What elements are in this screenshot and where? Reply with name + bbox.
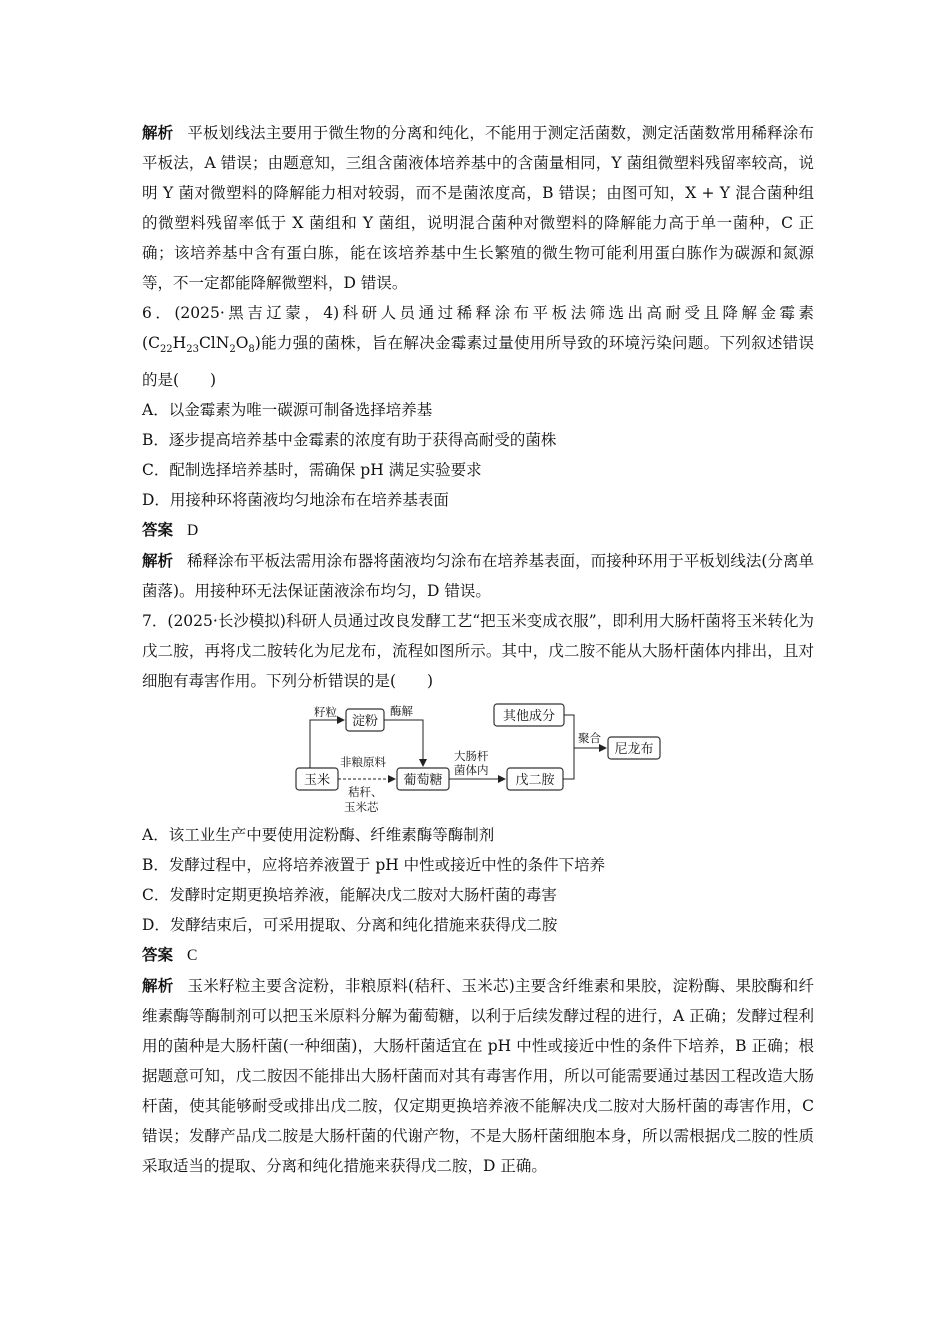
q7-analysis [142,971,814,1181]
q7-answer-label: 答案 [142,946,174,965]
q6-answer-label: 答案 [142,521,174,540]
q7-stem: 7．(2025·长沙模拟)科研人员通过改良发酵工艺“把玉米变成衣服”，即利用大肠杆菌将玉米转化为戊二胺，再将戊二胺转化为尼龙布，流程如图所示。其中，戊二胺不能从大肠杆菌体内排出，且对细胞有毒害作用。下列分析错误的是( ) [142,612,814,691]
label-pentanediamine: 戊二胺 [515,773,555,789]
bracket-merge [563,715,574,779]
q6-option-c: C．配制选择培养基时，需确保 pH 满足实验要求 [142,461,482,480]
label-polymerize: 聚合 [578,731,601,746]
q6-option-b: B．逐步提高培养基中金霉素的浓度有助于获得高耐受的菌株 [142,431,557,450]
q7-answer [142,940,814,971]
label-kernel: 籽粒 [314,705,337,720]
q5-analysis-text: 平板划线法主要用于微生物的分离和纯化，不能用于测定活菌数，测定活菌数常用稀释涂布平板法，A 错误；由题意知，三组含菌液体培养基中的含菌量相同，Y 菌组微塑料残留率较高，说明 Y 菌对微塑料的降解能力相对较弱，而不是菌浓度高，B 错误；由图可知，X + Y 混合菌种组的微塑料残留率低于 X 菌组和 Y 菌组，说明混合菌种对微塑料的降解能力高于单一菌种，C 正确；该培养基中含有蛋白胨，能在该培养基中生长繁殖的微生物可能利用蛋白胨作为碳源和氮源等，不一定都能降解微塑料，D 错误。 [142,124,814,292]
q7-option-c: C．发酵时定期更换培养液，能解决戊二胺对大肠杆菌的毒害 [142,886,557,905]
q6-analysis-text: 稀释涂布平板法需用涂布器将菌液均匀涂布在培养基表面，而接种环用于平板划线法(分离单菌落)。用接种环无法保证菌液涂布均匀，D 错误。 [142,552,814,601]
label-other: 其他成分 [502,709,556,725]
label-nylon: 尼龙布 [614,742,654,758]
q5-analysis [142,118,814,298]
q7-option-d: D．发酵结束后，可采用提取、分离和纯化措施来获得戊二胺 [142,916,558,935]
q6-answer [142,515,814,546]
q6-option-a: A．以金霉素为唯一碳源可制备选择培养基 [142,401,433,420]
label-cob: 玉米芯 [344,800,379,815]
label-glucose: 葡萄糖 [403,773,443,789]
q6-formula: $C_{22}H_{23}ClN_2O_8$ [148,334,255,356]
q7-answer-value: C [187,947,198,965]
q6-stem-b: )能力强的菌株，旨在解决金霉素过量使用所导致的环境污染问题。下列叙述错误的是( ) [142,334,814,390]
q7-analysis-text: 玉米籽粒主要含淀粉，非粮原料(秸秆、玉米芯)主要含纤维素和果胶，淀粉酶、果胶酶和纤维素酶等酶制剂可以把玉米原料分解为葡萄糖，以利于后续发酵过程的进行，A 正确；发酵过程利用的菌种是大肠杆菌(一种细菌)，大肠杆菌适宜在 pH 中性或接近中性的条件下培养，B 正确；根据题意可知，戊二胺因不能排出大肠杆菌而对其有毒害作用，所以可能需要通过基因工程改造大肠杆菌，使其能够耐受或排出戊二胺，仅定期更换培养液不能解决戊二胺对大肠杆菌的毒害作用，C 错误；发酵产品戊二胺是大肠杆菌的代谢产物，不是大肠杆菌细胞本身，所以需根据戊二胺的性质采取适当的提取、分离和纯化措施来获得戊二胺，D 正确。 [142,977,814,1176]
q7-flow-diagram [142,700,814,818]
q6-answer-value: D [187,522,199,540]
label-straw: 秸秆、 [348,785,383,800]
arrow-starch-glucose [384,720,423,766]
label-nongrain: 非粮原料 [340,755,386,770]
q7-option-b: B．发酵过程中，应将培养液置于 pH 中性或接近中性的条件下培养 [142,856,606,875]
label-corn: 玉米 [303,773,331,789]
arrow-corn-starch [310,720,344,768]
label-ecoli-2: 菌体内 [454,763,489,778]
label-enzymolysis: 酶解 [390,704,413,719]
q6-analysis [142,546,814,606]
q6-option-d: D．用接种环将菌液均匀地涂布在培养基表面 [142,491,449,510]
q6-analysis-label: 解析 [142,552,174,571]
q7-flow-svg [142,700,814,818]
label-ecoli-1: 大肠杆 [454,749,489,764]
label-starch: 淀粉 [351,714,379,730]
q6-stem-a: 6．(2025·黑吉辽蒙，4)科研人员通过稀释涂布平板法筛选出高耐受且降解金霉素 [142,304,814,322]
q7-option-a: A．该工业生产中要使用淀粉酶、纤维素酶等酶制剂 [142,826,495,845]
q7-analysis-label: 解析 [142,977,174,996]
q5-analysis-label: 解析 [142,124,174,142]
document-page [142,118,814,1181]
q6-stem: 6．(2025·黑吉辽蒙，4)科研人员通过稀释涂布平板法筛选出高耐受且降解金霉素$(C_{22}H_{23}ClN_2O_8)$能力强的菌株，旨在解决金霉素过量使用所导致的环境污染问题。下列叙述错误的是( ) [142,304,814,390]
